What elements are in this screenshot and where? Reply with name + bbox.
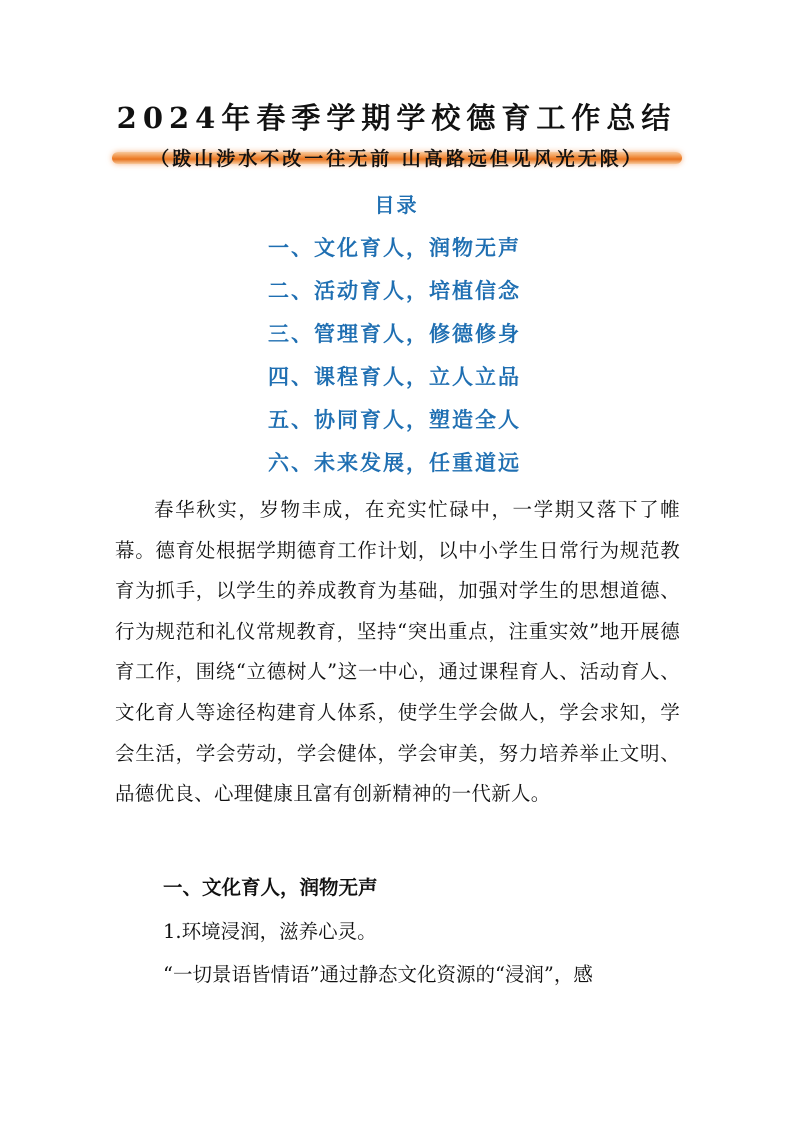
toc-item[interactable]: 一、文化育人，润物无声	[268, 235, 521, 260]
sub-heading: 1.环境浸润，滋养心灵。	[163, 920, 377, 943]
intro-paragraph: 春华秋实，岁物丰成，在充实忙碌中，一学期又落下了帷幕。德育处根据学期德育工作计划，以中小学生日常行为规范教育为抓手，以学生的养成教育为基础，加强对学生的思想道德、行为规范和礼仪常规教育，坚持“突出重点，注重实效”地开展德育工作，围绕“立德树人”这一中心，通过课程育人、活动育人、文化育人等途径构建育人体系，使学生学会做人，学会求知，学会生活，学会劳动，学会健体，学会审美，努力培养举止文明、品德优良、心理健康且富有创新精神的一代新人。	[115, 498, 680, 806]
document-title: 2024年春季学期学校德育工作总结	[116, 101, 677, 135]
toc-item[interactable]: 六、未来发展，任重道远	[268, 450, 521, 475]
section-paragraph: “一切景语皆情语”通过静态文化资源的“浸润”，感	[163, 963, 593, 986]
toc-item[interactable]: 四、课程育人，立人立品	[268, 364, 521, 389]
toc-item[interactable]: 二、活动育人，培植信念	[268, 278, 521, 303]
subtitle-block	[112, 144, 682, 174]
toc-item[interactable]: 三、管理育人，修德修身	[268, 321, 521, 346]
toc-heading: 目录	[374, 193, 419, 217]
document-subtitle: （跋山涉水不改一往无前 山高路远但见风光无限）	[150, 148, 644, 170]
section-heading: 一、文化育人，润物无声	[163, 876, 378, 899]
table-of-contents	[268, 230, 588, 488]
toc-item[interactable]: 五、协同育人，塑造全人	[268, 407, 521, 432]
